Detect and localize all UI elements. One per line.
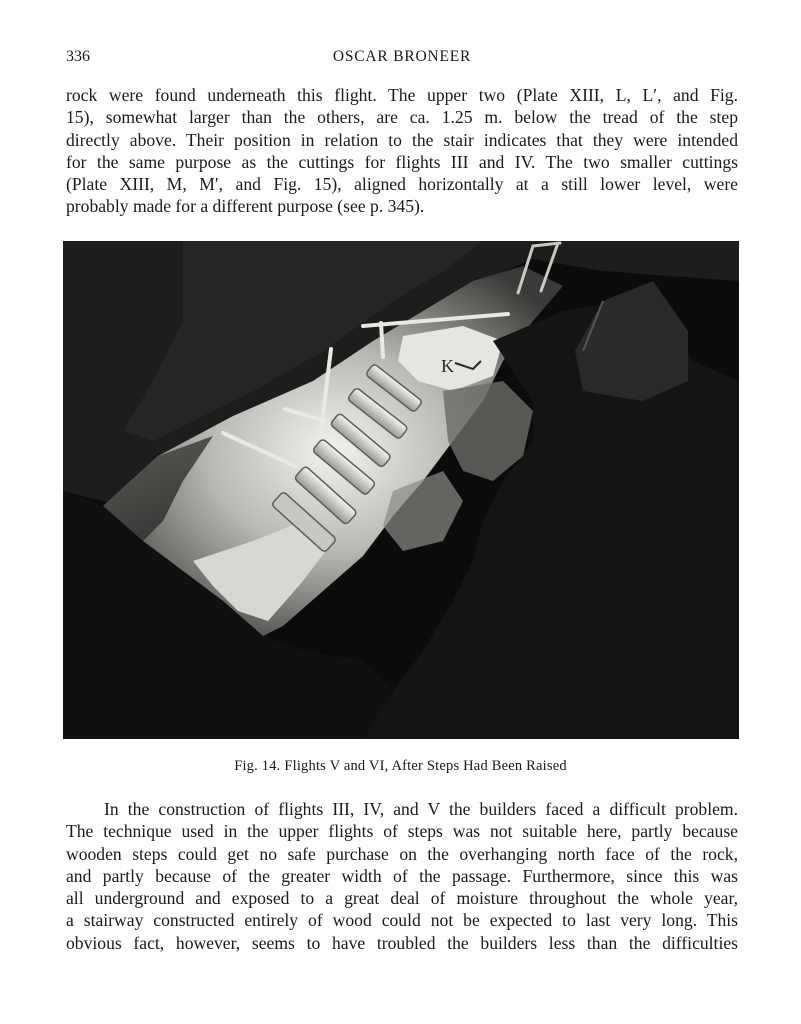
stairway-photo — [63, 241, 739, 739]
text-line: a stairway constructed entirely of wood could not be expected to last very long. This — [66, 910, 738, 931]
text-line: directly above. Their position in relation to the stair indicates that they were intended — [66, 129, 738, 150]
text-line: rock were found underneath this flight. The upper two (Plate XIII, L, L′, and Fig. — [66, 85, 738, 105]
text-line: wooden steps could get no safe purchase on the overhanging north face of the rock, — [66, 843, 738, 864]
text-line: In the construction of flights III, IV, and V the builders faced a difficult problem. — [104, 799, 738, 819]
text-line: 15), somewhat larger than the others, are ca. 1.25 m. below the tread of the step — [66, 107, 738, 128]
text-line: obvious fact, however, seems to have troubled the builders less than the difficulties — [66, 932, 738, 953]
page-header — [66, 48, 738, 70]
photo-marking: K — [441, 356, 454, 376]
text-line: The technique used in the upper flights of steps was not suitable here, partly because — [66, 821, 738, 842]
text-line: (Plate XIII, M, M′, and Fig. 15), aligned horizontally at a still lower level, were — [66, 174, 738, 195]
text-line: and partly because of the greater width of the passage. Furthermore, since this was — [66, 865, 738, 886]
text-line: for the same purpose as the cuttings for flights III and IV. The two smaller cuttings — [66, 151, 738, 172]
figure-caption: Fig. 14. Flights V and VI, After Steps Had Been Raised — [234, 758, 567, 774]
text-line: probably made for a different purpose (see p. 345). — [66, 196, 425, 217]
paragraph-2 — [66, 798, 738, 954]
text-line: all underground and exposed to a great deal of moisture throughout the whole year, — [66, 888, 738, 909]
page-number: 336 — [66, 48, 90, 65]
figure-photo — [63, 241, 739, 739]
paragraph-1 — [66, 84, 738, 218]
running-head: OSCAR BRONEER — [332, 48, 472, 65]
